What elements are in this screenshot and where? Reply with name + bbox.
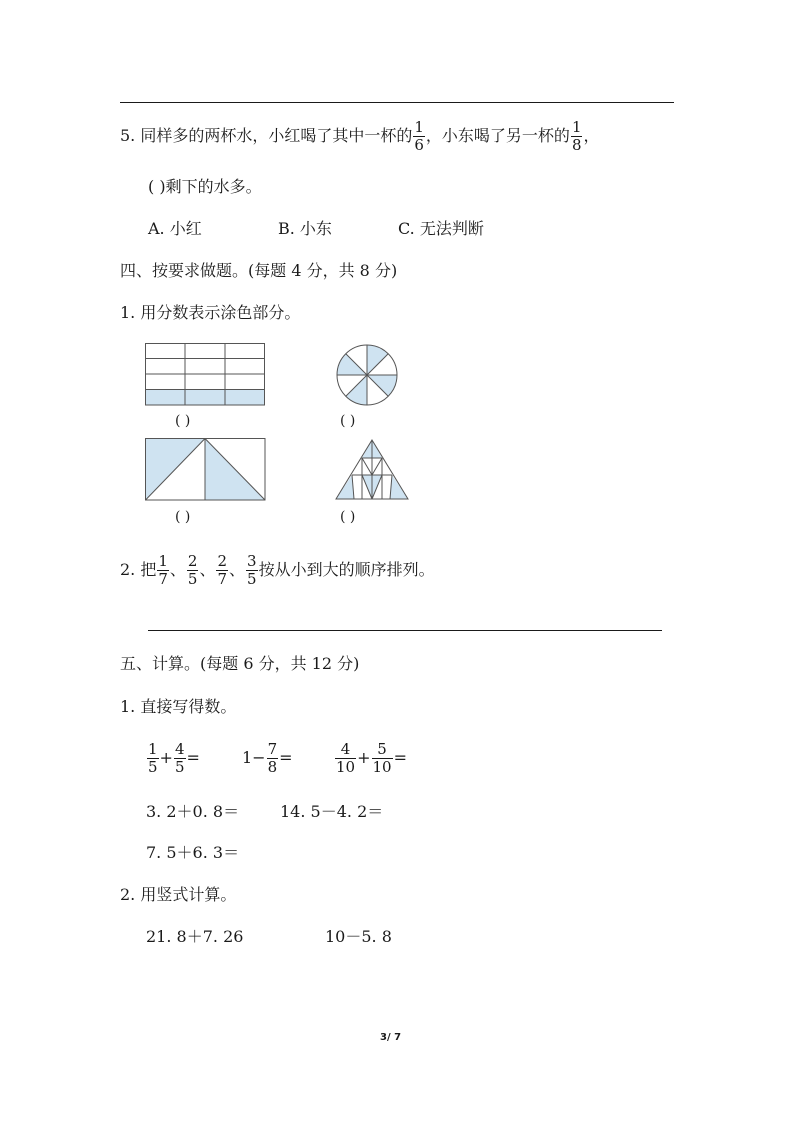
figure-grid-rectangle [145,343,266,406]
figure-rectangle-triangles [145,438,266,501]
fraction-one-sixth: $\frac{1}{6}$ [414,118,424,154]
equals: = [393,748,407,767]
answer-rule [148,630,662,631]
operator: + [357,748,371,767]
shaded-sector [367,375,397,396]
section4-title: 四、按要求做题。(每题 4 分，共 8 分) [120,261,398,280]
answer-paren-1: ( ) [175,413,191,429]
section5-q1: 1. 直接写得数。 [120,697,237,716]
answer-paren-2: ( ) [340,413,356,429]
expr-2 [242,738,293,778]
section5-title: 五、计算。(每题 6 分，共 12 分) [120,654,360,673]
separator: 、 [229,560,246,579]
figure-subdivided-triangle [334,438,410,502]
vertical-calc-1: 21. 8＋7. 26 [146,927,244,946]
fraction-3-5: $\frac{3}{5}$ [247,552,257,588]
answer-paren-3: ( ) [175,509,191,525]
calc-14-5-minus-4-2: 14. 5－4. 2＝ [280,802,384,821]
q5-line [120,116,600,156]
expr-lead: 1− [242,748,266,767]
vertical-calc-2: 10－5. 8 [325,927,392,946]
answer-paren-4: ( ) [340,509,356,525]
expr-1 [146,738,200,778]
q5-option-a: A. 小红 [148,219,202,238]
fraction-7-8: $\frac{7}{8}$ [267,740,278,776]
calc-3-2-plus-0-8: 3. 2＋0. 8＝ [146,802,240,821]
shaded-sector [346,375,367,405]
fraction-4-10: $\frac{4}{10}$ [336,740,356,776]
fraction-2-7: $\frac{2}{7}$ [217,552,228,588]
separator: 、 [199,560,216,579]
q5-text-b: ，小东喝了另一杯的 [425,126,570,145]
q5-option-c: C. 无法判断 [398,219,484,238]
fraction-1-5: $\frac{1}{5}$ [148,740,158,776]
expr-3 [334,738,407,778]
shaded-sector [337,354,367,375]
section5-q2: 2. 用竖式计算。 [120,885,237,904]
equals: = [186,748,200,767]
q5-text-a: 同样多的两杯水，小红喝了其中一杯的 [140,126,413,145]
q2-suffix: 按从小到大的顺序排列。 [258,560,435,579]
calc-7-5-plus-6-3: 7. 5＋6. 3＝ [146,843,240,862]
section4-q1: 1. 用分数表示涂色部分。 [120,303,301,322]
fraction-5-10: $\frac{5}{10}$ [372,740,392,776]
q5-number: 5. [120,126,136,145]
fraction-2-5: $\frac{2}{5}$ [187,552,198,588]
equals: = [279,748,293,767]
fraction-one-eighth: $\frac{1}{8}$ [571,118,582,154]
q2-prefix: 2. 把 [120,560,157,579]
section4-q2 [120,550,435,590]
figure-circle-sectors [335,343,399,407]
top-rule [120,102,674,103]
fraction-1-7: $\frac{1}{7}$ [158,552,168,588]
q5-text-c: ， [583,126,600,145]
shaded-bottom-row [146,390,265,406]
operator: + [159,748,173,767]
q5-option-b: B. 小东 [278,219,332,238]
fraction-4-5: $\frac{4}{5}$ [174,740,185,776]
separator: 、 [169,560,186,579]
q5-answer-line: ( )剩下的水多。 [148,177,262,196]
shaded-sector [367,345,388,375]
page-number: 3/ 7 [380,1032,402,1043]
